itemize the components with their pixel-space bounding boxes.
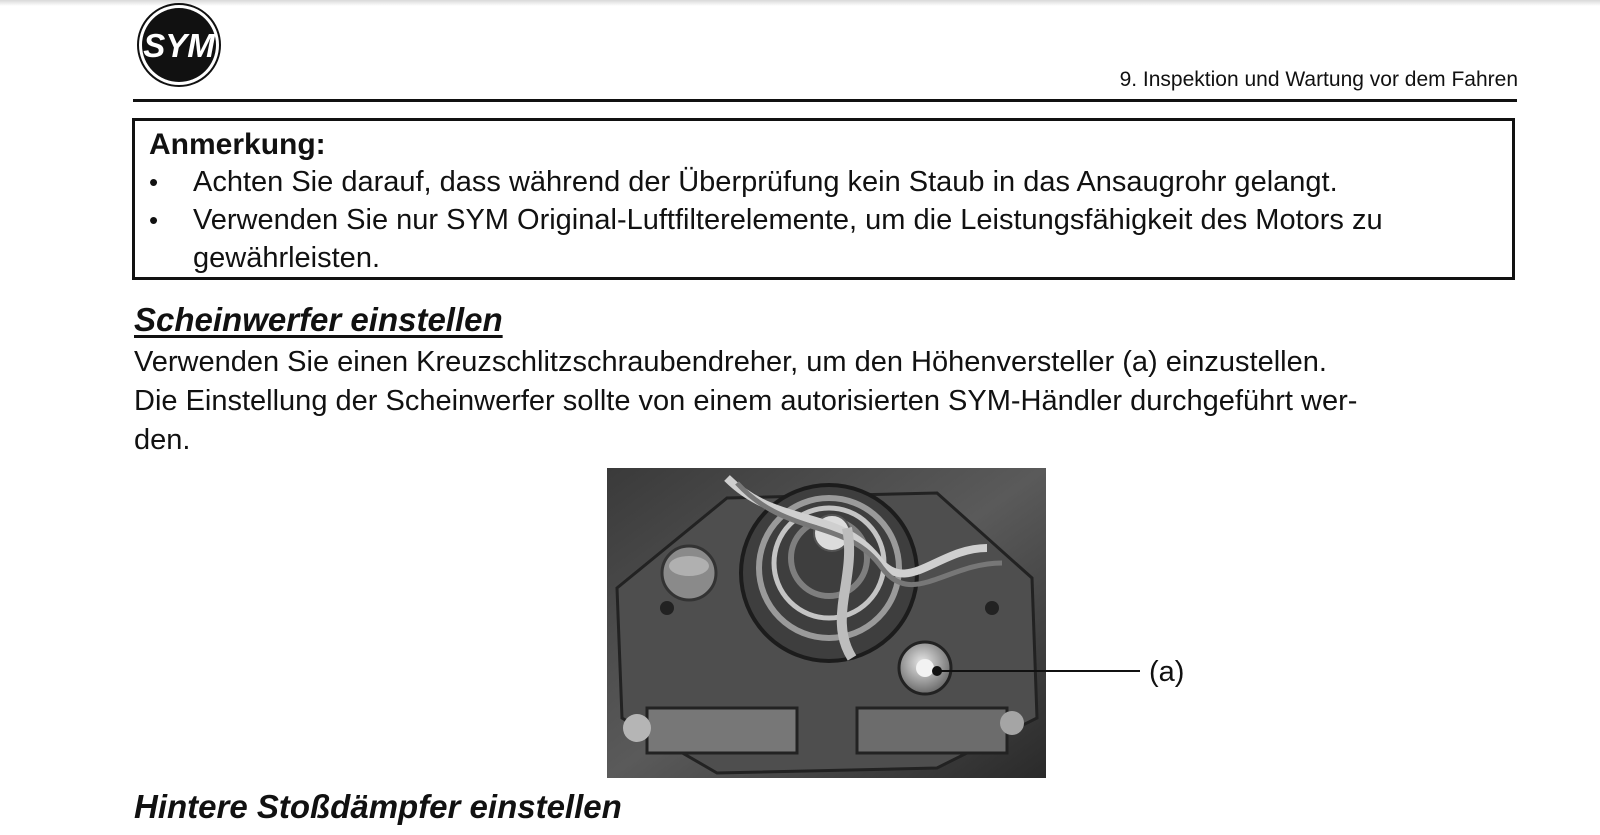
- callout-label-a: (a): [1149, 656, 1185, 688]
- logo-text: SYM: [143, 27, 215, 64]
- bullet-icon: •: [149, 205, 159, 235]
- note-item-text: Achten Sie darauf, dass während der Überprüfung kein Staub in das Ansaugrohr gelangt.: [193, 166, 1338, 198]
- note-item: [149, 163, 1498, 201]
- paragraph-line: Verwenden Sie einen Kreuzschlitzschraubendreher, um den Höhenversteller (a) einzustellen.: [134, 346, 1327, 378]
- note-item-text: Verwenden Sie nur SYM Original-Luftfilterelemente, um die Leistungsfähigkeit des Motors zu gewährleisten.: [193, 204, 1383, 274]
- running-header: 9. Inspektion und Wartung vor dem Fahren: [1119, 68, 1518, 91]
- paragraph-line: Die Einstellung der Scheinwerfer sollte von einem autorisierten SYM-Händler durchgeführt wer-: [134, 385, 1358, 417]
- sym-logo: [136, 2, 222, 88]
- paragraph-line: den.: [134, 424, 191, 456]
- note-title: Anmerkung:: [149, 128, 326, 161]
- section-title-headlight: Scheinwerfer einstellen: [134, 301, 503, 338]
- page-top-edge: [0, 0, 1600, 6]
- note-list: [149, 163, 1498, 277]
- callout-dot: [932, 666, 942, 676]
- callout-line: [937, 670, 1140, 672]
- headlight-photo: [607, 468, 1046, 778]
- headlight-paragraph: [134, 343, 1474, 460]
- bullet-icon: •: [149, 167, 159, 197]
- note-box: [132, 118, 1515, 280]
- section-title-shock: Hintere Stoßdämpfer einstellen: [134, 788, 622, 825]
- note-item: [149, 201, 1498, 277]
- header-rule: [133, 99, 1517, 102]
